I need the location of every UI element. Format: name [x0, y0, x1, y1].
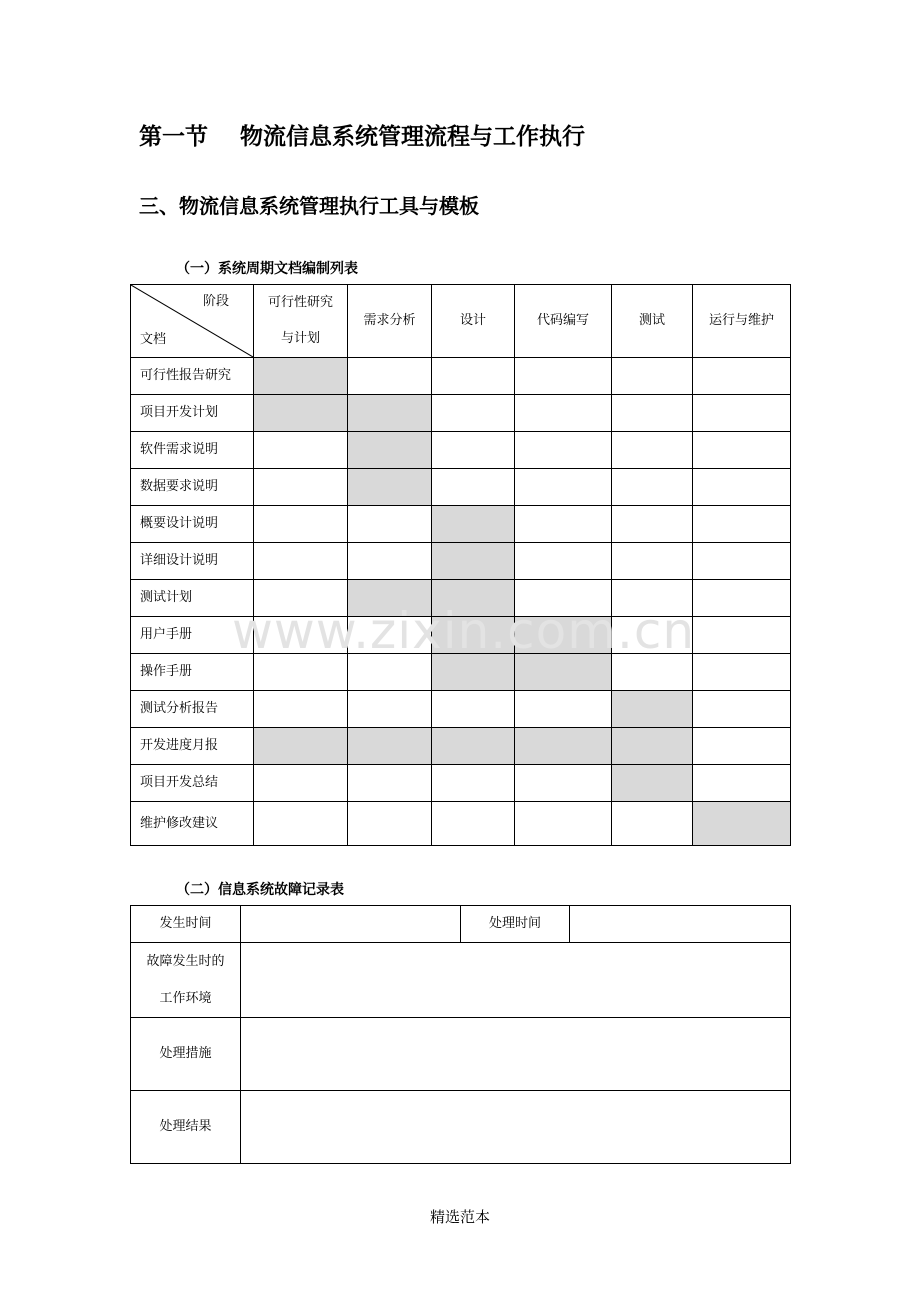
table-cell [254, 802, 348, 846]
table-cell [693, 395, 791, 432]
shaded-cell [348, 469, 432, 506]
table-cell [432, 469, 515, 506]
stage-header-requirements: 需求分析 [348, 285, 432, 358]
table-cell [612, 358, 693, 395]
row-label: 维护修改建议 [131, 802, 254, 846]
table-cell [693, 469, 791, 506]
table-cell [612, 469, 693, 506]
stage-header-design: 设计 [432, 285, 515, 358]
measures-label: 处理措施 [131, 1018, 241, 1091]
shaded-cell [612, 765, 693, 802]
table-cell [254, 617, 348, 654]
table-cell [515, 580, 612, 617]
row-label: 软件需求说明 [131, 432, 254, 469]
table-cell [348, 691, 432, 728]
table-cell [515, 802, 612, 846]
table-cell [432, 691, 515, 728]
shaded-cell [348, 580, 432, 617]
handle-time-value[interactable] [570, 906, 791, 943]
row-label: 概要设计说明 [131, 506, 254, 543]
stage-header-feasibility [254, 285, 348, 358]
watermark: www.zixin.com.cn [232, 602, 696, 660]
table-row [131, 358, 791, 395]
measures-row [131, 1018, 791, 1091]
result-value[interactable] [241, 1091, 791, 1164]
table-cell [612, 395, 693, 432]
table-cell [348, 358, 432, 395]
table-cell [348, 802, 432, 846]
table-cell [612, 506, 693, 543]
table-row [131, 691, 791, 728]
table-cell [432, 802, 515, 846]
table-cell [612, 802, 693, 846]
shaded-cell [254, 395, 348, 432]
shaded-cell [348, 728, 432, 765]
table-cell [612, 617, 693, 654]
shaded-cell [432, 543, 515, 580]
table-cell [693, 617, 791, 654]
table-cell [515, 469, 612, 506]
corner-doc-label: 文档 [140, 332, 167, 347]
table-row [131, 580, 791, 617]
stage-header-testing: 测试 [612, 285, 693, 358]
fault-env-label [131, 943, 241, 1018]
table-cell [515, 506, 612, 543]
table-cell [515, 358, 612, 395]
table-cell [693, 728, 791, 765]
measures-value[interactable] [241, 1018, 791, 1091]
table-cell [254, 432, 348, 469]
row-label: 用户手册 [131, 617, 254, 654]
table-cell [254, 765, 348, 802]
section-title: 第一节 物流信息系统管理流程与工作执行 [139, 124, 586, 150]
table-cell [432, 395, 515, 432]
table-cell [515, 765, 612, 802]
table-row [131, 802, 791, 846]
shaded-cell [515, 728, 612, 765]
table-cell [348, 543, 432, 580]
shaded-cell [254, 728, 348, 765]
table-cell [693, 580, 791, 617]
table-cell [612, 543, 693, 580]
shaded-cell [348, 432, 432, 469]
fault-env-label-line2: 工作环境 [159, 991, 212, 1006]
fault-time-row [131, 906, 791, 943]
table-cell [432, 358, 515, 395]
result-label: 处理结果 [131, 1091, 241, 1164]
table-row [131, 617, 791, 654]
table-cell [348, 617, 432, 654]
table-cell [515, 543, 612, 580]
table-row [131, 506, 791, 543]
shaded-cell [254, 358, 348, 395]
table-row [131, 765, 791, 802]
shaded-cell [432, 580, 515, 617]
page-footer: 精选范本 [429, 1208, 490, 1226]
table-row [131, 395, 791, 432]
fault-record-table [130, 905, 791, 1164]
row-label: 操作手册 [131, 654, 254, 691]
stage-header-coding: 代码编写 [515, 285, 612, 358]
document-stage-matrix [130, 284, 791, 846]
table-cell [612, 654, 693, 691]
table-cell [254, 580, 348, 617]
handle-time-label: 处理时间 [461, 906, 570, 943]
row-label: 详细设计说明 [131, 543, 254, 580]
shaded-cell [348, 395, 432, 432]
table-cell [254, 506, 348, 543]
table-row [131, 728, 791, 765]
shaded-cell [693, 802, 791, 846]
table-row [131, 654, 791, 691]
corner-cell [131, 285, 254, 358]
table-cell [254, 691, 348, 728]
table-row [131, 543, 791, 580]
stage-header-line1: 可行性研究 [267, 295, 333, 310]
matrix-header-row [131, 285, 791, 358]
subsection-title: 三、物流信息系统管理执行工具与模板 [139, 194, 479, 218]
shaded-cell [612, 728, 693, 765]
table-cell [693, 432, 791, 469]
fault-env-label-line1: 故障发生时的 [146, 954, 225, 969]
row-label: 项目开发总结 [131, 765, 254, 802]
table-cell [254, 469, 348, 506]
row-label: 测试计划 [131, 580, 254, 617]
table-cell [693, 506, 791, 543]
table-cell [348, 765, 432, 802]
row-label: 测试分析报告 [131, 691, 254, 728]
row-label: 开发进度月报 [131, 728, 254, 765]
stage-header-operation: 运行与维护 [693, 285, 791, 358]
shaded-cell [432, 654, 515, 691]
table-cell [612, 432, 693, 469]
table-cell [515, 691, 612, 728]
table-row [131, 432, 791, 469]
occur-time-value[interactable] [241, 906, 461, 943]
shaded-cell [432, 617, 515, 654]
fault-env-row [131, 943, 791, 1018]
occur-time-label: 发生时间 [131, 906, 241, 943]
row-label: 可行性报告研究 [131, 358, 254, 395]
table1-caption: （一）系统周期文档编制列表 [176, 261, 358, 277]
table-cell [612, 580, 693, 617]
table-cell [348, 654, 432, 691]
shaded-cell [432, 506, 515, 543]
table-cell [693, 654, 791, 691]
table-cell [693, 691, 791, 728]
shaded-cell [515, 654, 612, 691]
table-cell [254, 543, 348, 580]
shaded-cell [612, 691, 693, 728]
stage-header-line2: 与计划 [280, 331, 320, 346]
table-cell [515, 395, 612, 432]
table2-caption: （二）信息系统故障记录表 [176, 882, 344, 898]
corner-stage-label: 阶段 [202, 294, 229, 309]
row-label: 项目开发计划 [131, 395, 254, 432]
table-cell [348, 506, 432, 543]
table-cell [515, 432, 612, 469]
shaded-cell [515, 617, 612, 654]
table-cell [693, 543, 791, 580]
result-row [131, 1091, 791, 1164]
table-cell [432, 432, 515, 469]
table-cell [693, 358, 791, 395]
fault-env-value[interactable] [241, 943, 791, 1018]
row-label: 数据要求说明 [131, 469, 254, 506]
table-cell [254, 654, 348, 691]
table-row [131, 469, 791, 506]
table-cell [432, 765, 515, 802]
table-cell [693, 765, 791, 802]
shaded-cell [432, 728, 515, 765]
